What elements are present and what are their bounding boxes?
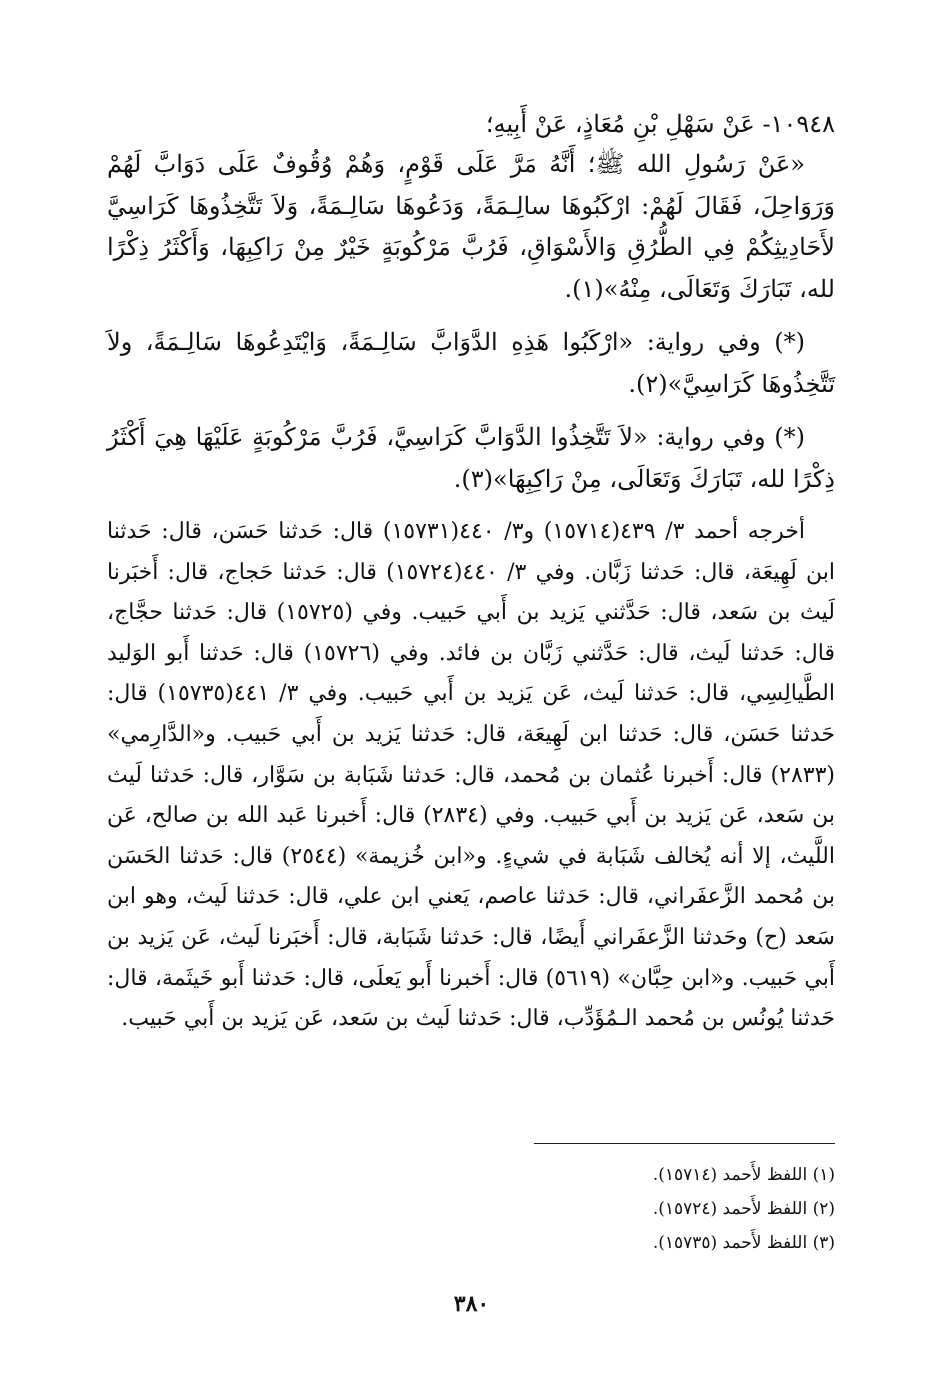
footnote-1: (١) اللفظ لأَحمد (١٥٧١٤). (652, 1165, 835, 1185)
riwaya-2: (*) وفي رواية: «لاَ تَتَّخِذُوا الدَّوَابَّ كَرَاسِيَّ، فَرُبَّ مَرْكُوبَةٍ عَلَيْهَا هِيَ أَكْثَرُ ذِكْرًا لله، تَبَارَكَ وَتَعَالَى، مِنْ رَاكِبِهَا»(٣). (107, 423, 835, 493)
hadith-matn: «عَنْ رَسُولِ الله ﷺ؛ أَنَّهُ مَرَّ عَلَى قَوْمٍ، وَهُمْ وُقُوفٌ عَلَى دَوَابَّ لَهُمْ وَرَوَاحِلَ، فَقَالَ لَهُمْ: ارْكَبُوهَا سالِـمَةً، وَدَعُوهَا سَالِـمَةً، وَلاَ تَتَّخِذُوهَا كَرَاسِيَّ لأَحَادِيثِكُمْ فِي الطُّرُقِ وَالأَسْوَاقِ، فَرُبَّ مَرْكُوبَةٍ خَيْرٌ مِنْ رَاكِبِهَا، وَأَكْثَرُ ذِكْرًا لله، تَبَارَكَ وَتَعَالَى، مِنْهُ»(١). (107, 150, 835, 303)
footnote-2: (٢) اللفظ لأَحمد (١٥٧٢٤). (652, 1199, 835, 1219)
main-text (107, 104, 835, 1040)
page-number: ٣٨٠ (453, 1291, 490, 1317)
footnote-3: (٣) اللفظ لأَحمد (١٥٧٣٥). (652, 1233, 835, 1253)
riwaya-1: (*) وفي رواية: «ارْكَبُوا هَذِهِ الدَّوَابَّ سَالِـمَةً، وَايْتَدِعُوهَا سَالِـمَةً، ولاَ تَتَّخِذُوهَا كَرَاسِيَّ»(٢). (107, 328, 835, 398)
takhrij-paragraph: أخرجه أحمد ٣/ ٤٣٩(١٥٧١٤) و٣/ ٤٤٠(١٥٧٣١) قال: حَدثنا حَسَن، قال: حَدثنا ابن لَهِيعَة، قال: حَدثنا زَبَّان. وفي ٣/ ٤٤٠(١٥٧٢٤) قال: حَدثنا حَجاج، قال: أَخبَرنا لَيث بن سَعد، قال: حَدَّثني يَزيد بن أَبي حَبيب. وفي (١٥٧٢٥) قال: حَدثنا حجَّاج، قال: حَدثنا لَيث، قال: حَدَّثني زَبَّان بن فائد. وفي (١٥٧٢٦) قال: حَدثنا أَبو الوَليد الطَّيالِسِي، قال: حَدثنا لَيث، عَن يَزيد بن أَبي حَبيب. وفي ٣/ ٤٤١(١٥٧٣٥) قال: حَدثنا حَسَن، قال: حَدثنا ابن لَهِيعَة، قال: حَدثنا يَزيد بن أَبي حَبيب. و«الدَّارِمي» (٢٨٣٣) قال: أَخبرنا عُثمان بن مُحمد، قال: حَدثنا شَبَابة بن سَوَّار، قال: حَدثنا لَيث بن سَعد، عَن يَزيد بن أَبي حَبيب. وفي (٢٨٣٤) قال: أَخبرنا عَبد الله بن صالح، عَن اللَّيث، إلا أنه يُخالف شَبَابة في شيءٍ. و«ابن خُزيمة» (٢٥٤٤) قال: حَدثنا الحَسَن بن مُحمد الزَّعفَراني، قال: حَدثنا عاصم، يَعني ابن علي، قال: حَدثنا لَيث، وهو ابن سَعد (ح) وحَدثنا الزَّعفَراني أَيضًا، قال: حَدثنا شَبَابة، قال: أَخبَرنا لَيث، عَن يَزيد بن أَبي حَبيب. و«ابن حِبَّان» (٥٦١٩) قال: أَخبرنا أَبو يَعلَى، قال: حَدثنا أَبو خَيثَمة، قال: حَدثنا يُونُس بن مُحمد الـمُؤَدِّب، قال: حَدثنا لَيث بن سَعد، عَن يَزيد بن أَبي حَبيب. (107, 519, 836, 1032)
footnote-divider (534, 1143, 835, 1144)
footnotes (107, 1158, 835, 1260)
hadith-heading: ١٠٩٤٨- عَنْ سَهْلِ بْنِ مُعَاذٍ، عَنْ أَبِيهِ؛ (485, 110, 835, 138)
